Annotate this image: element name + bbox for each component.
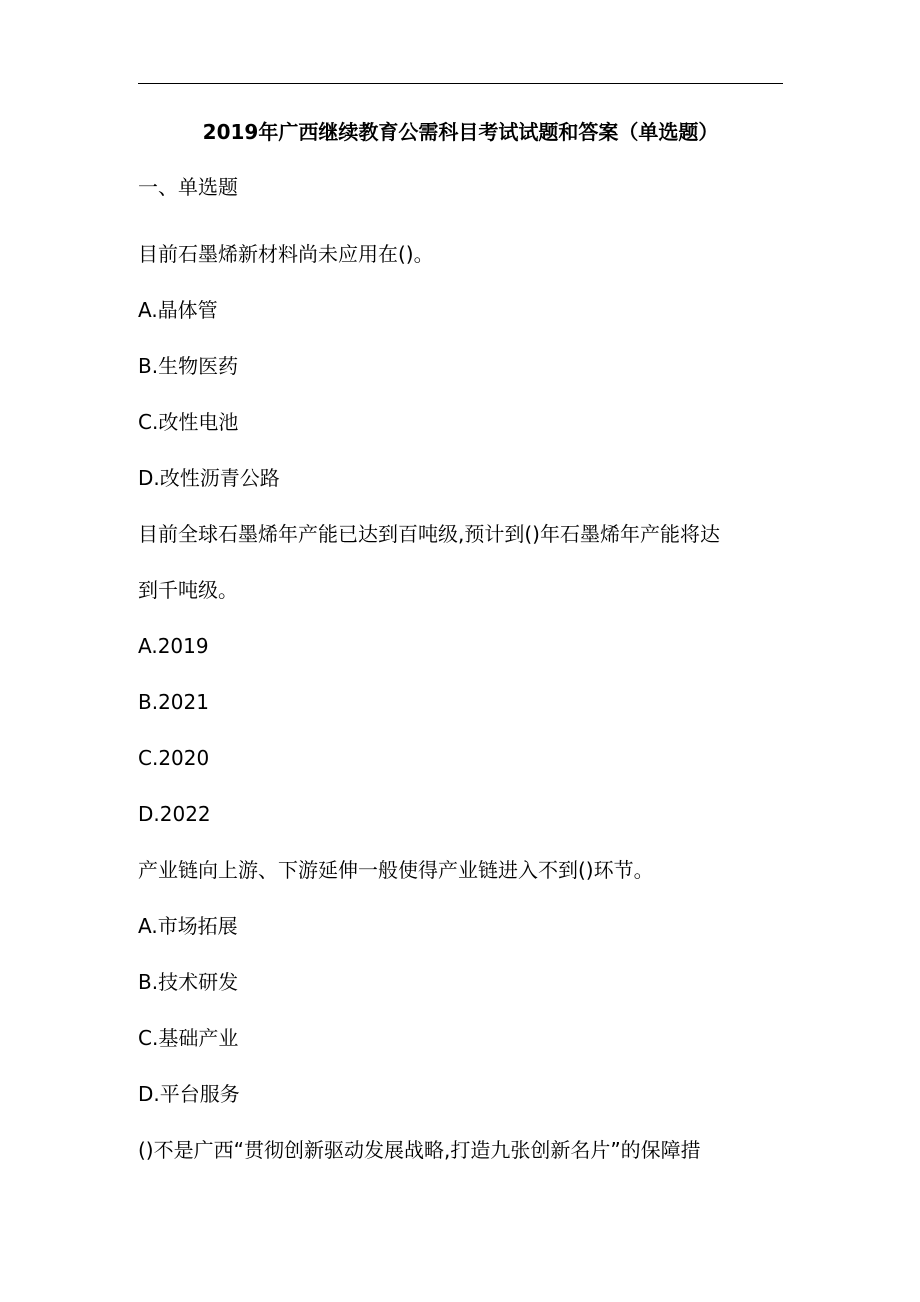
option-d: D.改性沥青公路 xyxy=(138,466,280,490)
option-c: C.基础产业 xyxy=(138,1026,239,1050)
option-a: A.晶体管 xyxy=(138,298,218,322)
option-c: C.改性电池 xyxy=(138,410,239,434)
question-4 xyxy=(138,1122,788,1178)
option-a: A.2019 xyxy=(138,634,209,658)
question-text xyxy=(138,506,788,618)
header-rule xyxy=(138,83,783,84)
question-line: 目前石墨烯新材料尚未应用在()。 xyxy=(138,242,434,266)
option-d: D.平台服务 xyxy=(138,1082,240,1106)
question-text xyxy=(138,226,788,282)
option-b: B.生物医药 xyxy=(138,354,239,378)
question-text xyxy=(138,1122,788,1178)
option-a: A.市场拓展 xyxy=(138,914,238,938)
question-line: ()不是广西“贯彻创新驱动发展战略,打造九张创新名片”的保障措 xyxy=(138,1138,701,1162)
question-line: 到千吨级。 xyxy=(138,578,238,602)
question-list xyxy=(138,226,788,1178)
question-line: 目前全球石墨烯年产能已达到百吨级,预计到()年石墨烯年产能将达 xyxy=(138,522,720,546)
question-2 xyxy=(138,506,788,842)
section-heading: 一、单选题 xyxy=(138,175,238,199)
option-b: B.技术研发 xyxy=(138,970,239,994)
question-1 xyxy=(138,226,788,506)
question-text xyxy=(138,842,788,898)
question-line: 产业链向上游、下游延伸一般使得产业链进入不到()环节。 xyxy=(138,858,654,882)
option-b: B.2021 xyxy=(138,690,209,714)
option-d: D.2022 xyxy=(138,802,211,826)
question-3 xyxy=(138,842,788,1122)
option-c: C.2020 xyxy=(138,746,210,770)
document-title: 2019年广西继续教育公需科目考试试题和答案（单选题） xyxy=(202,120,719,144)
